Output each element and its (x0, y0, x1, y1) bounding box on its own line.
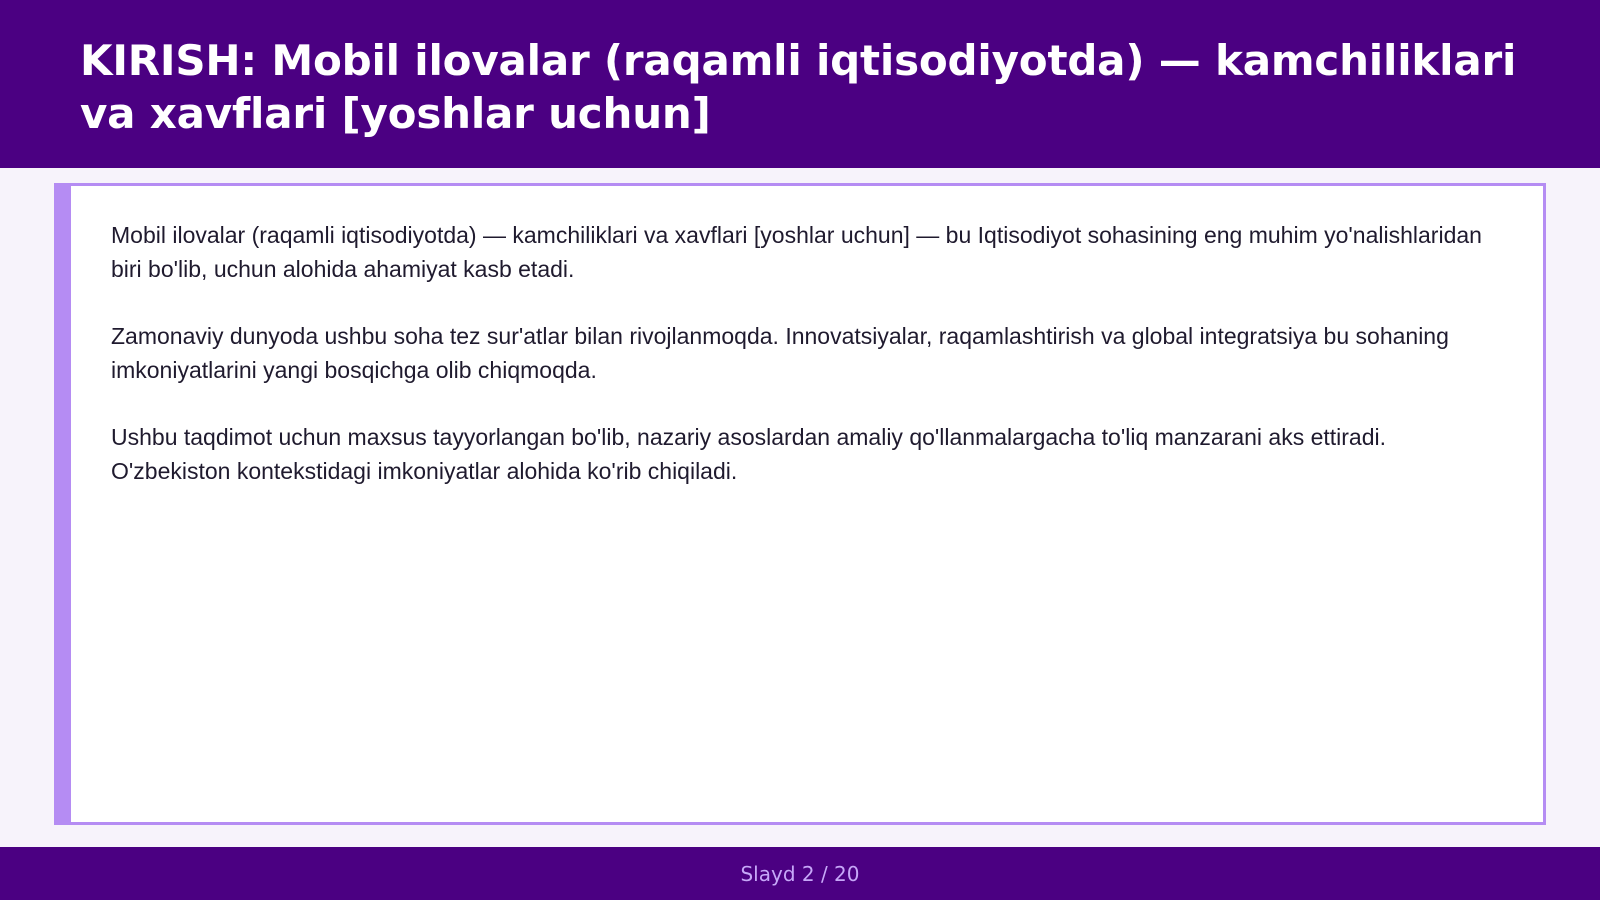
slide-header (0, 0, 1600, 168)
content-card (54, 183, 1546, 825)
content-paragraph-3: Ushbu taqdimot uchun maxsus tayyorlangan bo'lib, nazariy asoslardan amaliy qo'llanmalargacha to'liq manzarani aks ettiradi. O'zbekiston kontekstidagi imkoniyatlar alohida ko'rib chiqiladi. (111, 424, 1387, 484)
slide-footer (0, 847, 1600, 900)
content-paragraph-2: Zamonaviy dunyoda ushbu soha tez sur'atlar bilan rivojlanmoqda. Innovatsiyalar, raqamlashtirish va global integratsiya bu sohaning imkoniyatlarini yangi bosqichga olib chiqmoqda. (111, 323, 1449, 383)
content-paragraph-1: Mobil ilovalar (raqamli iqtisodiyotda) — kamchiliklari va xavflari [yoshlar uchun] — bu Iqtisodiyot sohasining eng muhim yo'nalishlaridan biri bo'lib, uchun alohida ahamiyat kasb etadi. (111, 222, 1482, 282)
slide-number: Slayd 2 / 20 (740, 861, 860, 886)
slide-title: KIRISH: Mobil ilovalar (raqamli iqtisodiyotda) — kamchiliklari va xavflari [yoshlar uchun] (80, 36, 1517, 138)
